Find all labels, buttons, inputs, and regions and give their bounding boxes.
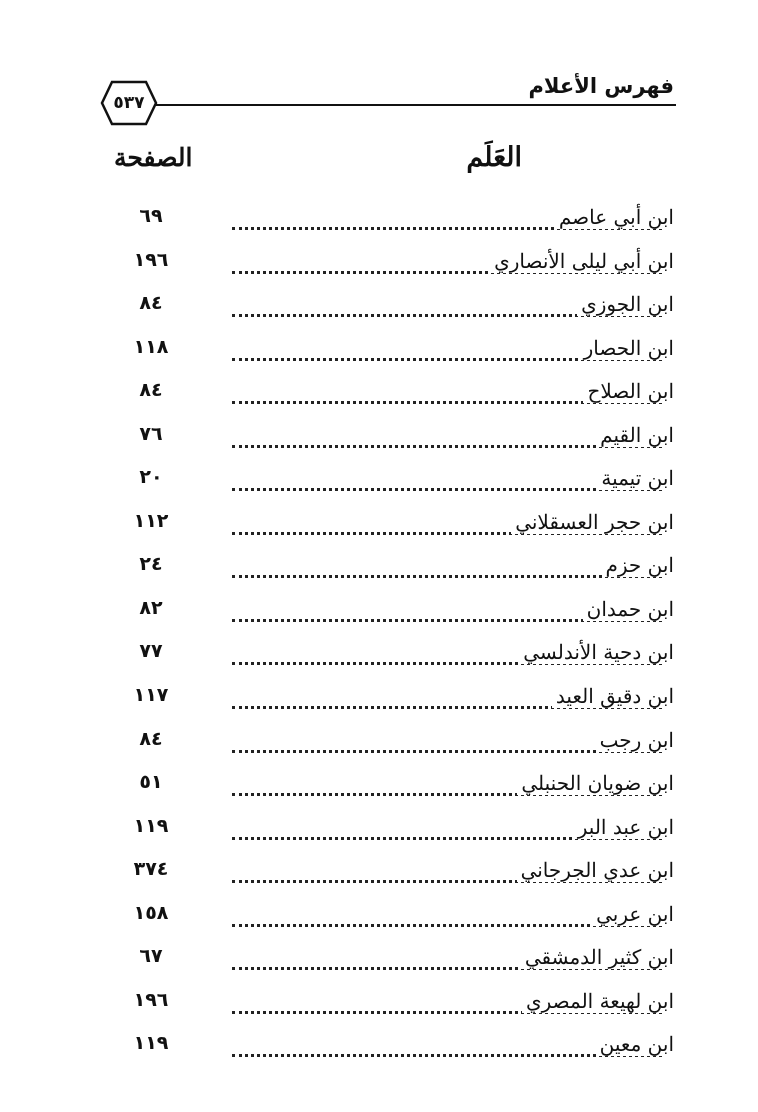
column-header-name: العَلَم: [466, 142, 522, 173]
index-entry: [0, 900, 758, 944]
entry-page: ٨٤: [139, 379, 163, 402]
page-number: ٥٣٧: [113, 93, 145, 113]
entry-page: ٧٧: [139, 640, 163, 663]
index-entry: [0, 377, 758, 421]
index-entry: [0, 595, 758, 639]
index-entry: [0, 856, 758, 900]
entry-page: ٥١: [139, 771, 163, 794]
entry-name: ابن القيم: [596, 423, 674, 447]
entry-page: ٦٩: [139, 205, 163, 227]
entry-page: ١١٨: [133, 335, 169, 358]
entry-page: ٨٢: [139, 596, 163, 619]
index-list: [0, 203, 758, 1074]
entry-name: ابن عدي الجرجاني: [517, 858, 674, 882]
running-header-title: فهرس الأعلام: [528, 74, 674, 98]
entry-name: ابن ضويان الحنبلي: [517, 771, 674, 795]
entry-name: ابن الحصار: [580, 336, 674, 360]
entry-page: ٨٤: [139, 292, 163, 315]
entry-page: ١٩٦: [133, 248, 169, 271]
entry-name: ابن الجوزي: [577, 292, 674, 316]
index-entry: [0, 421, 758, 465]
entry-name: ابن رجب: [596, 728, 674, 752]
index-entry: [0, 638, 758, 682]
index-entry: [0, 334, 758, 378]
entry-page: ١١٢: [133, 509, 169, 532]
entry-name: ابن كثير الدمشقي: [521, 945, 674, 969]
header-rule: [150, 104, 676, 106]
entry-page: ٣٧٤: [133, 858, 169, 881]
index-entry: [0, 813, 758, 857]
index-entry: [0, 769, 758, 813]
leader-dots: [232, 575, 662, 578]
entry-name: ابن حجر العسقلاني: [511, 510, 674, 534]
entry-name: ابن لهيعة المصري: [522, 989, 674, 1013]
entry-page: ١١٧: [133, 684, 169, 707]
entry-name: ابن تيمية: [597, 466, 674, 490]
entry-name: ابن معين: [596, 1032, 674, 1056]
entry-name: ابن الصلاح: [583, 379, 674, 403]
index-entry: [0, 1030, 758, 1074]
entry-name: ابن حزم: [602, 553, 675, 577]
column-header-page: الصفحة: [114, 143, 193, 172]
index-entry: [0, 987, 758, 1031]
entry-page: ١٩٦: [133, 988, 169, 1011]
index-entry: [0, 203, 758, 247]
entry-page: ١٥٨: [133, 901, 169, 924]
entry-page: ٧٦: [139, 422, 163, 445]
entry-page: ٢٤: [139, 553, 163, 576]
page-number-badge: [100, 80, 158, 126]
index-entry: [0, 551, 758, 595]
entry-page: ١١٩: [133, 1032, 169, 1055]
entry-page: ١١٩: [133, 814, 169, 837]
entry-page: ٨٤: [139, 727, 163, 750]
entry-name: ابن حمدان: [583, 597, 674, 621]
index-entry: [0, 508, 758, 552]
entry-name: ابن أبي عاصم: [555, 205, 674, 229]
entry-name: ابن عربي: [592, 902, 674, 926]
index-entry: [0, 247, 758, 291]
index-entry: [0, 726, 758, 770]
entry-page: ٦٧: [139, 945, 163, 968]
entry-page: ٢٠: [139, 466, 163, 489]
index-entry: [0, 943, 758, 987]
entry-name: ابن أبي ليلى الأنصاري: [490, 249, 674, 273]
entry-name: ابن عبد البر: [574, 815, 674, 839]
index-entry: [0, 464, 758, 508]
index-entry: [0, 290, 758, 334]
entry-name: ابن دقيق العيد: [552, 684, 674, 708]
index-entry: [0, 682, 758, 726]
entry-name: ابن دحية الأندلسي: [519, 640, 674, 664]
